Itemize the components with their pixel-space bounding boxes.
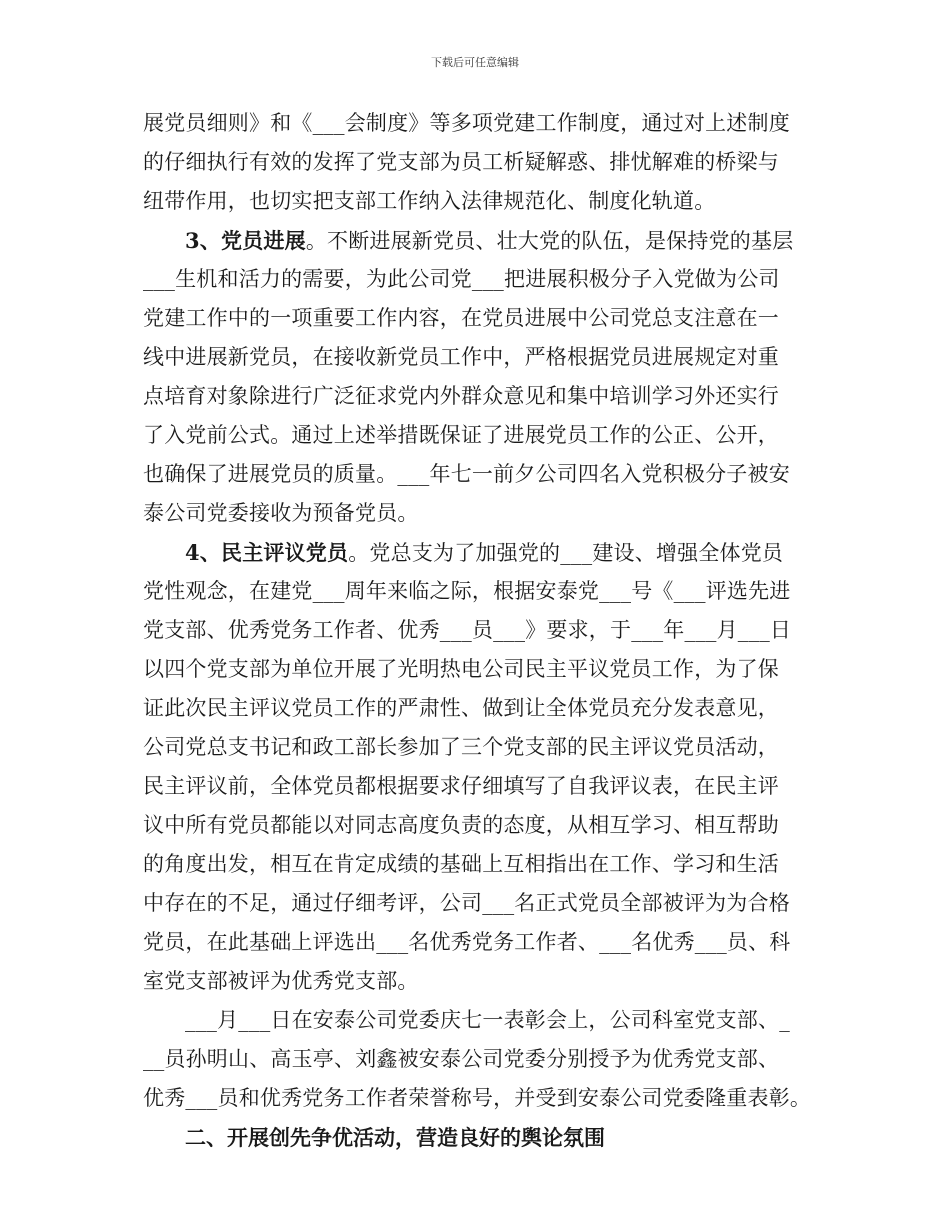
paragraph-line (143, 650, 823, 689)
section-heading-text: 二、开展创先争优活动，营造良好的舆论氛围 (185, 1125, 605, 1150)
line-text: 室党支部被评为优秀党支部。 (143, 969, 419, 993)
line-text: 以四个党支部为单位开展了光明热电公司民主平议党员工作，为了保 (143, 657, 779, 681)
paragraph-line (143, 1001, 823, 1040)
line-text: __员孙明山、高玉亭、刘鑫被安泰公司党委分别授予为优秀党支部、 (143, 1047, 780, 1071)
line-text: 了入党前公式。通过上述举措既保证了进展党员工作的公正、公开， (143, 423, 779, 447)
paragraph-line (143, 182, 823, 221)
paragraph-line (143, 143, 823, 182)
paragraph-line (143, 923, 823, 962)
paragraph-line (143, 806, 823, 845)
paragraph-line (143, 728, 823, 767)
header-note: 下载后可任意编辑 (431, 56, 519, 69)
paragraph-line (143, 416, 823, 455)
paragraph-line (143, 1079, 823, 1118)
line-text: 泰公司党委接收为预备党员。 (143, 501, 419, 525)
line-text: 党性观念，在建党___周年来临之际，根据安泰党___号《___评选先进 (143, 579, 791, 603)
paragraph-line (143, 572, 823, 611)
paragraph-line (143, 845, 823, 884)
paragraph-line (143, 494, 823, 533)
line-text: 点培育对象除进行广泛征求党内外群众意见和集中培训学习外还实行 (143, 384, 779, 408)
paragraph-line (143, 533, 823, 572)
line-text: 。党总支为了加强党的___建设、增强全体党员 (348, 541, 784, 565)
paragraph-line (143, 962, 823, 1001)
paragraph-line (143, 104, 823, 143)
paragraph-line (143, 611, 823, 650)
document-body (143, 104, 823, 1157)
paragraph-line (143, 689, 823, 728)
paragraph-line (143, 767, 823, 806)
paragraph-line (143, 299, 823, 338)
section-heading (143, 1118, 823, 1157)
line-text: 证此次民主评议党员工作的严肃性、做到让全体党员充分发表意见， (143, 696, 779, 720)
line-text: 党员，在此基础上评选出___名优秀党务工作者、___名优秀___员、科 (143, 930, 791, 954)
line-text: 展党员细则》和《___会制度》等多项党建工作制度，通过对上述制度 (143, 111, 790, 135)
line-text: 民主评议前，全体党员都根据要求仔细填写了自我评议表，在民主评 (143, 774, 779, 798)
paragraph-line (143, 1040, 823, 1079)
paragraph-line (143, 884, 823, 923)
line-text: 的角度出发，相互在肯定成绩的基础上互相指出在工作、学习和生活 (143, 852, 779, 876)
line-text: 的仔细执行有效的发挥了党支部为员工析疑解惑、排忧解难的桥梁与 (143, 150, 779, 174)
paragraph-line (143, 455, 823, 494)
line-text: ___生机和活力的需要，为此公司党___把进展积极分子入党做为公司 (143, 267, 780, 291)
line-text: 优秀___员和优秀党务工作者荣誉称号，并受到安泰公司党委隆重表彰。 (143, 1086, 812, 1110)
line-text: 。不断进展新党员、壮大党的队伍，是保持党的基层 (305, 229, 794, 253)
line-text: 党支部、优秀党务工作者、优秀___员___》要求，于___年___月___日 (143, 618, 792, 642)
section-lead: 3、党员进展 (185, 228, 306, 253)
line-text: 也确保了进展党员的质量。___年七一前夕公司四名入党积极分子被安 (143, 462, 790, 486)
line-text: 纽带作用，也切实把支部工作纳入法律规范化、制度化轨道。 (143, 189, 716, 213)
line-text: 公司党总支书记和政工部长参加了三个党支部的民主评议党员活动， (143, 735, 779, 759)
paragraph-line (143, 221, 823, 260)
line-text: 党建工作中的一项重要工作内容，在党员进展中公司党总支注意在一 (143, 306, 779, 330)
section-lead: 4、民主评议党员 (185, 540, 349, 565)
line-text: 中存在的不足，通过仔细考评，公司___名正式党员全部被评为为合格 (143, 891, 790, 915)
paragraph-line (143, 377, 823, 416)
paragraph-line (143, 260, 823, 299)
line-text: 议中所有党员都能以对同志高度负责的态度，从相互学习、相互帮助 (143, 813, 779, 837)
line-text: ___月___日在安泰公司党委庆七一表彰会上，公司科室党支部、_ (185, 1008, 790, 1032)
line-text: 线中进展新党员，在接收新党员工作中，严格根据党员进展规定对重 (143, 345, 779, 369)
paragraph-line (143, 338, 823, 377)
